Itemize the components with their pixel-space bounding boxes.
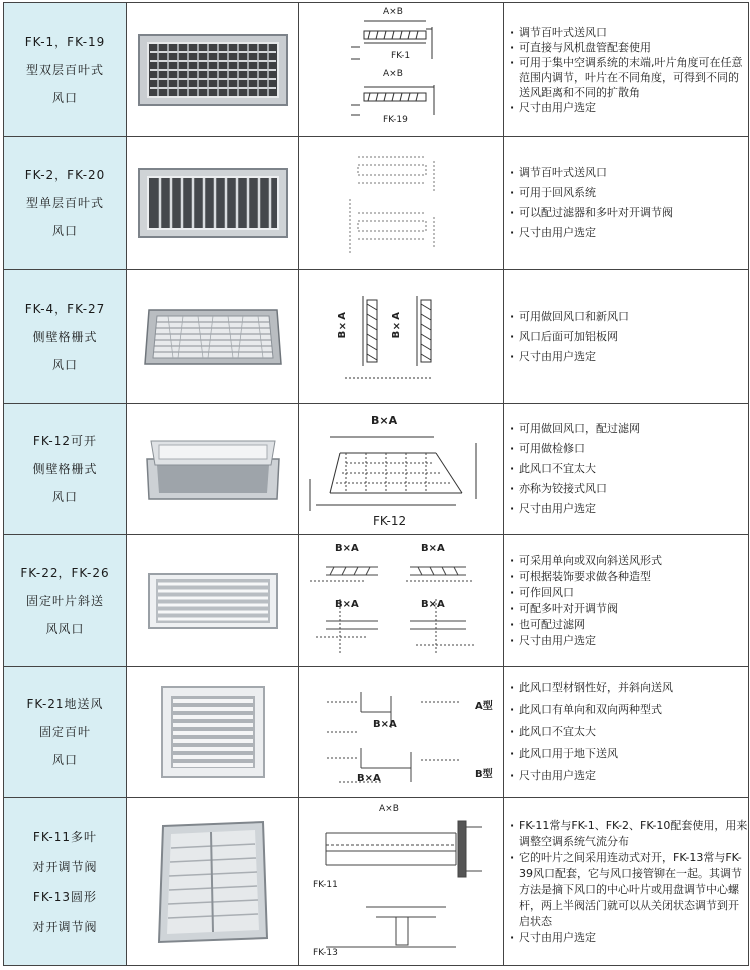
description-cell <box>504 667 748 797</box>
feature-item: · 调节百叶式送风口 <box>510 25 748 40</box>
product-photo-cell <box>127 270 299 403</box>
feature-item: · 此风口有单向和双向两种型式 <box>510 699 673 721</box>
table-row <box>4 535 748 667</box>
feature-item: · 尺寸由用户选定 <box>510 100 748 115</box>
drawing-cell <box>299 3 504 136</box>
feature-item: · 尺寸由用户选定 <box>510 347 629 367</box>
feature-item: · 它的叶片之间采用连动式对开，FK-13常与FK-39风口配套，它与风口接管铆在一起。其调节方法是摘下风口的中心叶片或用盘调节中心螺杆，两上半阀活门就可以从关闭状态调节到开启状态 <box>510 850 748 930</box>
drawing-dimension-label: B×A <box>337 312 348 339</box>
feature-item: · 可以配过滤器和多叶对开调节阀 <box>510 203 673 223</box>
drawing-dimension-label: B×A <box>335 543 359 554</box>
product-name-line: 固定叶片斜送 <box>25 593 104 608</box>
feature-list <box>510 553 662 649</box>
description-cell <box>504 3 748 136</box>
drawing-cell <box>299 404 504 534</box>
product-name-line: 侧壁格栅式 <box>32 462 98 476</box>
feature-item: · 尺寸由用户选定 <box>510 633 662 649</box>
product-name-line: 型单层百叶式 <box>25 196 104 210</box>
feature-item: · 可根据装饰要求做各种造型 <box>510 569 662 585</box>
drawing-dimension-label: B×A <box>335 599 359 610</box>
feature-list <box>510 163 673 243</box>
product-photo-cell <box>127 535 299 666</box>
feature-item: · 尺寸由用户选定 <box>510 499 640 519</box>
feature-item: · 可配多叶对开调节阀 <box>510 601 662 617</box>
product-name-cell <box>4 404 127 534</box>
drawing-model-label: FK-12 <box>373 514 407 528</box>
product-name-cell <box>4 3 127 136</box>
product-name-line: 固定百叶 <box>38 725 91 739</box>
fk21-drawing <box>321 672 481 792</box>
feature-item: · 风口后面可加铝板网 <box>510 327 629 347</box>
double-louver-photo <box>138 34 288 106</box>
table-row <box>4 404 748 535</box>
feature-item: · 此风口用于地下送风 <box>510 743 673 765</box>
product-name-line: FK-13圆形 <box>32 889 98 904</box>
product-name-line: 风口 <box>51 224 78 238</box>
product-name-line: 对开调节阀 <box>32 919 98 934</box>
feature-list <box>510 25 748 115</box>
feature-item: · 可用做回风口，配过滤网 <box>510 419 640 439</box>
product-photo-cell <box>127 798 299 965</box>
product-name-line: FK-21地送风 <box>26 697 104 711</box>
description-cell <box>504 535 748 666</box>
description-cell <box>504 270 748 403</box>
table-row <box>4 3 748 137</box>
feature-item: · 可直接与风机盘管配套使用 <box>510 40 748 55</box>
fk2-drawing <box>346 143 456 263</box>
fk12-drawing <box>306 419 496 519</box>
drawing-dimension-label: B×A <box>373 719 397 730</box>
feature-item: · 可用做检修口 <box>510 439 640 459</box>
product-name-cell <box>4 667 127 797</box>
description-cell <box>504 404 748 534</box>
product-name-line: FK-12可开 <box>32 434 98 448</box>
product-photo-cell <box>127 3 299 136</box>
drawing-dimension-label: A×B <box>379 804 399 814</box>
product-name-line: FK-2，FK-20 <box>24 168 106 182</box>
feature-item: · 此风口不宜太大 <box>510 459 640 479</box>
drawing-dimension-label: A×B <box>383 69 403 79</box>
drawing-cell <box>299 535 504 666</box>
drawing-dimension-label: A×B <box>383 7 403 17</box>
product-name-line: FK-11多叶 <box>32 829 98 844</box>
feature-item: · 也可配过滤网 <box>510 617 662 633</box>
feature-item: · 调节百叶式送风口 <box>510 163 673 183</box>
product-name-line: 风风口 <box>45 621 85 636</box>
drawing-dimension-label: B×A <box>371 414 398 427</box>
fixed-blade-photo <box>148 573 278 629</box>
drawing-dimension-label: B×A <box>391 312 402 339</box>
feature-item: · FK-11常与FK-1、FK-2、FK-10配套使用，用来调整空调系统气流分布 <box>510 818 748 850</box>
drawing-type-label: B型 <box>475 769 493 780</box>
table-row <box>4 270 748 404</box>
feature-item: · 可作回风口 <box>510 585 662 601</box>
drawing-model-label: FK-11 <box>313 880 338 890</box>
feature-list <box>510 307 629 367</box>
drawing-model-label: FK-1 <box>391 51 411 61</box>
product-table <box>3 2 749 966</box>
product-photo-cell <box>127 404 299 534</box>
product-name-line: 对开调节阀 <box>32 859 98 874</box>
table-row <box>4 137 748 270</box>
product-name-line: 风口 <box>51 357 78 372</box>
feature-list <box>510 419 640 519</box>
table-row <box>4 667 748 798</box>
single-louver-photo <box>138 168 288 238</box>
side-grille-photo <box>143 306 283 368</box>
feature-item: · 可用于集中空调系统的末端,叶片角度可在任意范围内调节，叶片在不同角度，可得到不同的送风距离和不同的扩散角 <box>510 55 748 100</box>
feature-item: · 亦称为铰接式风口 <box>510 479 640 499</box>
product-name-cell <box>4 798 127 965</box>
product-photo-cell <box>127 137 299 269</box>
feature-list <box>510 818 748 946</box>
product-photo-cell <box>127 667 299 797</box>
product-name-line: 型双层百叶式 <box>25 62 104 77</box>
description-cell <box>504 798 748 965</box>
damper-photo <box>157 820 269 944</box>
product-name-line: FK-4，FK-27 <box>24 301 106 316</box>
hinged-grille-photo <box>143 437 283 501</box>
product-name-line: 风口 <box>51 490 78 504</box>
floor-grille-photo <box>161 686 265 778</box>
feature-item: · 可采用单向或双向斜送风形式 <box>510 553 662 569</box>
drawing-cell <box>299 667 504 797</box>
product-name-line: 侧壁格栅式 <box>32 329 98 344</box>
drawing-type-label: A型 <box>475 701 493 712</box>
feature-item: · 尺寸由用户选定 <box>510 223 673 243</box>
feature-item: · 可用于回风系统 <box>510 183 673 203</box>
drawing-dimension-label: B×A <box>357 773 381 784</box>
drawing-cell <box>299 137 504 269</box>
product-name-line: 风口 <box>51 90 78 105</box>
product-name-line: FK-1，FK-19 <box>24 34 106 49</box>
feature-item: · 尺寸由用户选定 <box>510 765 673 787</box>
product-name-cell <box>4 535 127 666</box>
feature-item: · 可用做回风口和新风口 <box>510 307 629 327</box>
feature-item: · 此风口型材钢性好，并斜向送风 <box>510 677 673 699</box>
product-name-line: 风口 <box>51 753 78 767</box>
drawing-cell <box>299 798 504 965</box>
feature-item: · 此风口不宜太大 <box>510 721 673 743</box>
feature-list <box>510 677 673 787</box>
product-name-line: FK-22，FK-26 <box>20 565 110 580</box>
drawing-cell <box>299 270 504 403</box>
feature-item: · 尺寸由用户选定 <box>510 930 748 946</box>
drawing-dimension-label: B×A <box>421 543 445 554</box>
drawing-model-label: FK-19 <box>383 115 408 125</box>
description-cell <box>504 137 748 269</box>
product-name-cell <box>4 270 127 403</box>
table-row <box>4 798 748 965</box>
drawing-model-label: FK-13 <box>313 948 338 958</box>
product-name-cell <box>4 137 127 269</box>
drawing-dimension-label: B×A <box>421 599 445 610</box>
